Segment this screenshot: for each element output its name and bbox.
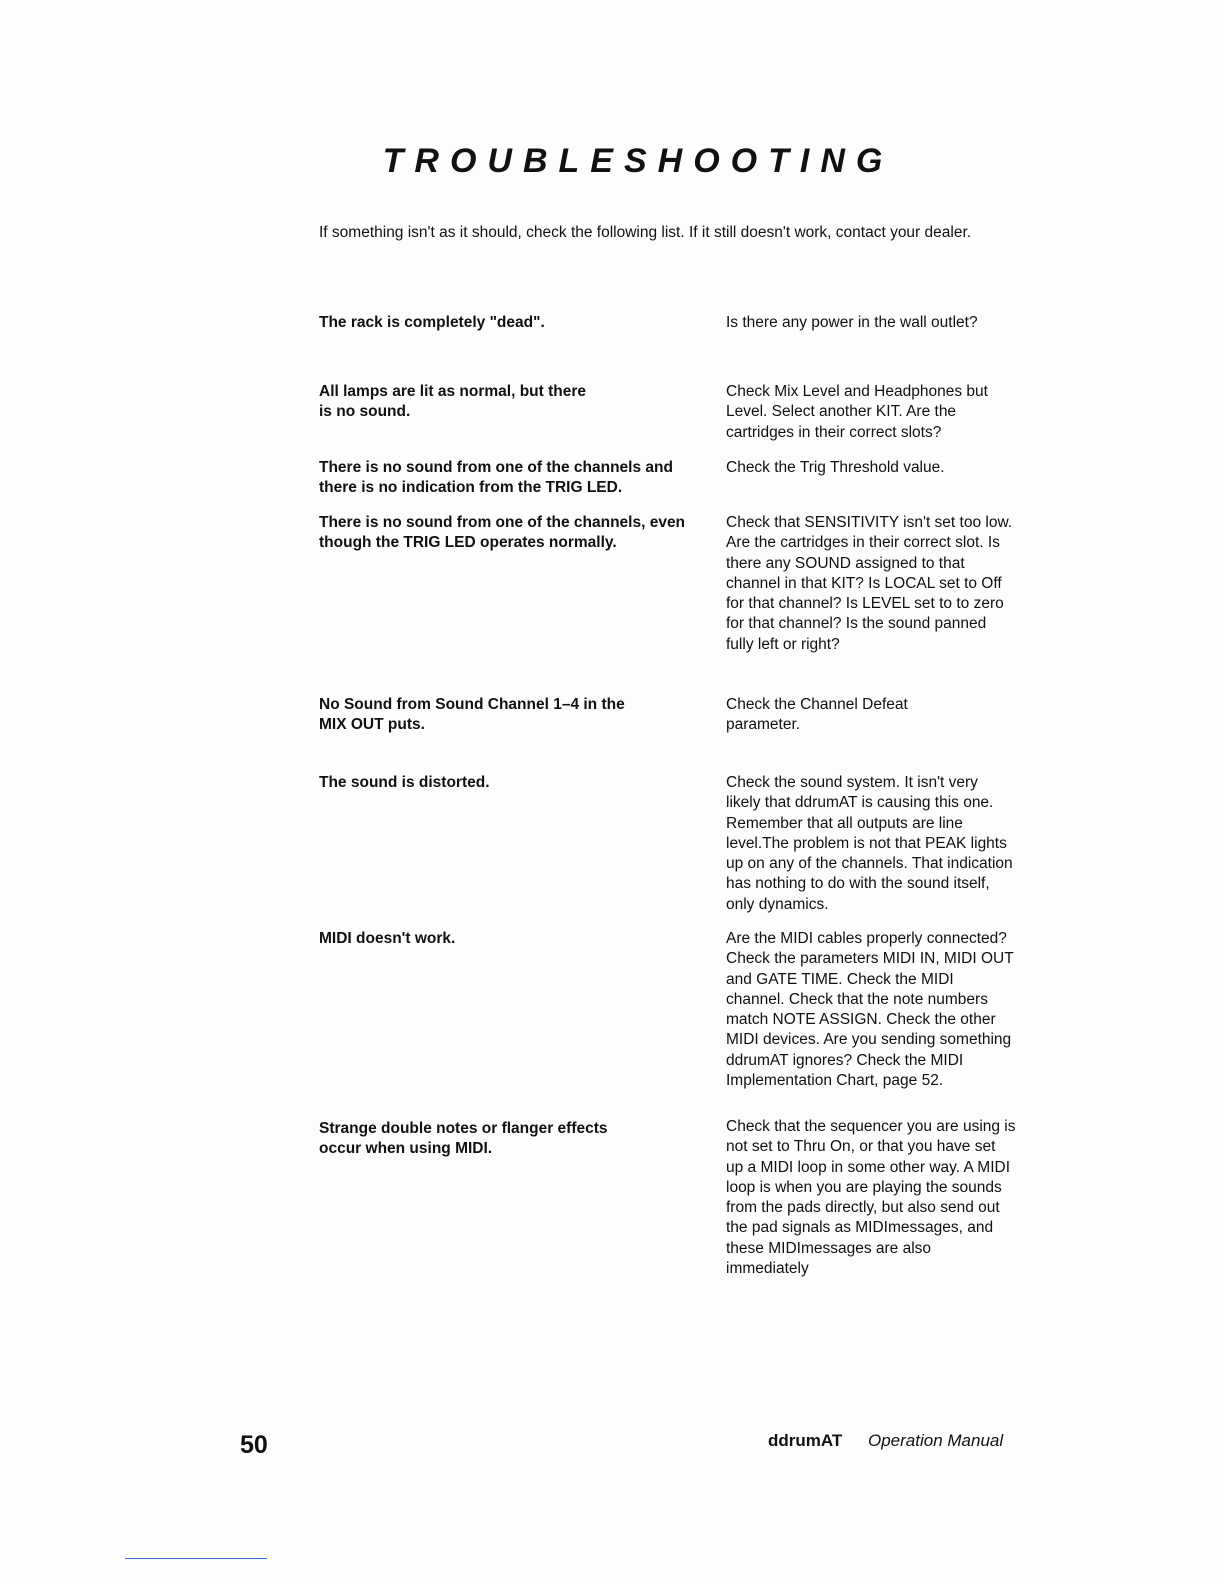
intro-paragraph: If something isn't as it should, check the following list. If it still doesn't work, contact your dealer.	[319, 224, 972, 241]
solution-text: Check that the sequencer you are using is not set to Thru On, or that you have set up a MIDI loop in some other way. A MIDI loop is when you are playing the sounds from the pads directly, but also send out the pad signals as MIDImessages, and these MIDImessages are also immediately	[726, 1118, 1016, 1278]
solution-text: Check the Channel Defeat parameter.	[726, 696, 908, 734]
divider	[125, 1558, 267, 1559]
problem-text: MIDI doesn't work.	[319, 930, 456, 947]
solution-text: Are the MIDI cables properly connected? Check the parameters MIDI IN, MIDI OUT and GATE TIME. Check the MIDI channel. Check that the note numbers match NOTE ASSIGN. Check the other MIDI devices. Are you sending something ddrumAT ignores? Check the MIDI Implementation Chart, page 52.	[726, 930, 1014, 1090]
footer-manual-title: Operation Manual	[868, 1431, 1004, 1450]
page-number: 50	[240, 1431, 268, 1459]
problem-text: There is no sound from one of the channels and there is no indication from the TRIG LED.	[319, 459, 673, 497]
solution-text: Check the sound system. It isn't very likely that ddrumAT is causing this one. Remember that all outputs are line level.The problem is not that PEAK lights up on any of the channels. That indication has nothing to do with the sound itself, only dynamics.	[726, 774, 1013, 913]
problem-text: Strange double notes or flanger effects occur when using MIDI.	[319, 1120, 608, 1158]
problem-text: There is no sound from one of the channels, even though the TRIG LED operates normally.	[319, 514, 686, 552]
solution-text: Check Mix Level and Headphones but Level. Select another KIT. Are the cartridges in their correct slots?	[726, 383, 988, 441]
solution-text: Is there any power in the wall outlet?	[726, 314, 978, 331]
problem-text: The sound is distorted.	[319, 774, 490, 791]
footer-brand: ddrumAT	[768, 1431, 843, 1450]
problem-text: All lamps are lit as normal, but there is no sound.	[319, 383, 587, 421]
problem-text: No Sound from Sound Channel 1–4 in the MIX OUT puts.	[319, 696, 625, 734]
page-title: TROUBLESHOOTING	[382, 142, 894, 180]
solution-text: Check that SENSITIVITY isn't set too low. Are the cartridges in their correct slot. Is there any SOUND assigned to that channel in that KIT? Is LOCAL set to Off for that channel? Is LEVEL set to to zero for that channel? Is the sound panned fully left or right?	[726, 514, 1013, 653]
solution-text: Check the Trig Threshold value.	[726, 459, 945, 476]
problem-text: The rack is completely "dead".	[319, 314, 545, 331]
